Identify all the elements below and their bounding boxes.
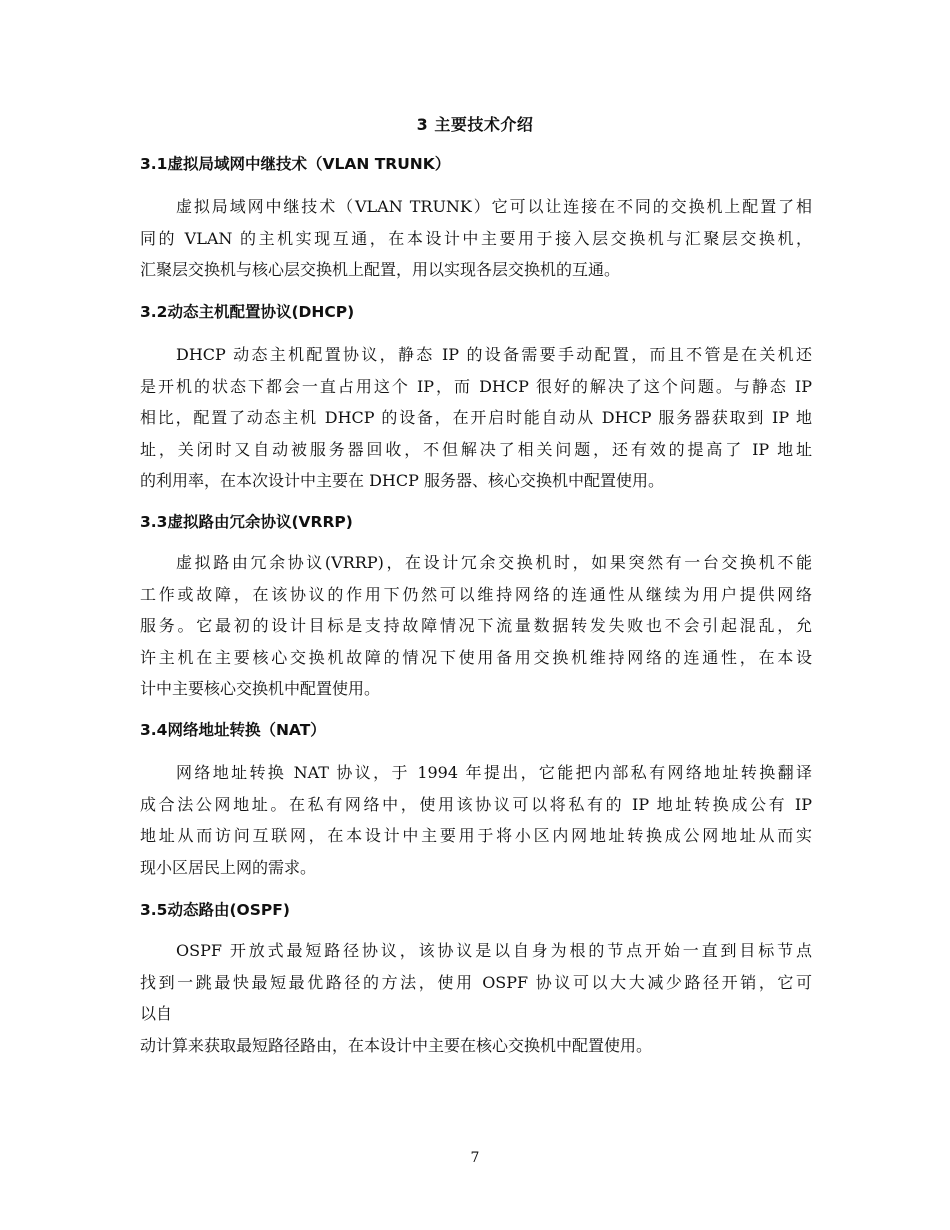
paragraph-line: 成合法公网地址。在私有网络中，使用该协议可以将私有的 IP 地址转换成公有 IP xyxy=(140,794,812,814)
paragraph-3-5 xyxy=(140,935,812,1061)
paragraph-line: 动计算来获取最短路径路由，在本设计中主要在核心交换机中配置使用。 xyxy=(140,1035,653,1055)
paragraph-3-3 xyxy=(140,547,812,705)
paragraph-line: OSPF 开放式最短路径协议，该协议是以自身为根的节点开始一直到目标节点 xyxy=(176,941,812,960)
section-heading-3-5: 3.5动态路由(OSPF) xyxy=(140,901,290,919)
paragraph-line: 址，关闭时又自动被服务器回收，不但解决了相关问题，还有效的提高了 IP 地址 xyxy=(140,439,812,459)
paragraph-line: DHCP 动态主机配置协议，静态 IP 的设备需要手动配置，而且不管是在关机还 xyxy=(176,345,812,364)
paragraph-line: 同的 VLAN 的主机实现互通，在本设计中主要用于接入层交换机与汇聚层交换机， xyxy=(140,228,812,248)
paragraph-line: 计中主要核心交换机中配置使用。 xyxy=(140,679,381,698)
paragraph-line: 虚拟局域网中继技术（VLAN TRUNK）它可以让连接在不同的交换机上配置了相 xyxy=(176,197,812,216)
paragraph-line: 许主机在主要核心交换机故障的情况下使用备用交换机维持网络的连通性，在本设 xyxy=(140,647,812,667)
paragraph-line: 工作或故障，在该协议的作用下仍然可以维持网络的连通性从继续为用户提供网络 xyxy=(140,584,812,604)
paragraph-line: 汇聚层交换机与核心层交换机上配置，用以实现各层交换机的互通。 xyxy=(140,260,621,279)
section-heading-3-2: 3.2动态主机配置协议(DHCP) xyxy=(140,303,355,321)
paragraph-line: 虚拟路由冗余协议(VRRP)，在设计冗余交换机时，如果突然有一台交换机不能 xyxy=(176,553,812,572)
paragraph-line: 的利用率，在本次设计中主要在 DHCP 服务器、核心交换机中配置使用。 xyxy=(140,471,664,490)
paragraph-line: 是开机的状态下都会一直占用这个 IP，而 DHCP 很好的解决了这个问题。与静态 IP xyxy=(140,376,812,396)
paragraph-3-1 xyxy=(140,191,812,286)
page-number: 7 xyxy=(470,1150,480,1166)
chapter-title: 3 主要技术介绍 xyxy=(416,115,534,134)
paragraph-line: 以自 xyxy=(140,1004,173,1023)
paragraph-3-2 xyxy=(140,339,812,497)
paragraph-line: 网络地址转换 NAT 协议，于 1994 年提出，它能把内部私有网络地址转换翻译 xyxy=(176,763,812,782)
section-heading-3-3: 3.3虚拟路由冗余协议(VRRP) xyxy=(140,513,353,531)
paragraph-line: 相比，配置了动态主机 DHCP 的设备，在开启时能自动从 DHCP 服务器获取到 IP 地 xyxy=(140,408,812,427)
paragraph-3-4 xyxy=(140,757,812,883)
paragraph-line: 现小区居民上网的需求。 xyxy=(140,857,317,877)
section-heading-3-1: 3.1虚拟局域网中继技术（VLAN TRUNK） xyxy=(140,155,451,173)
section-heading-3-4: 3.4网络地址转换（NAT） xyxy=(140,721,326,739)
paragraph-line: 找到一跳最快最短最优路径的方法，使用 OSPF 协议可以大大减少路径开销，它可 xyxy=(140,972,812,992)
paragraph-line: 服务。它最初的设计目标是支持故障情况下流量数据转发失败也不会引起混乱，允 xyxy=(140,616,812,635)
paragraph-line: 地址从而访问互联网，在本设计中主要用于将小区内网地址转换成公网地址从而实 xyxy=(140,826,812,845)
